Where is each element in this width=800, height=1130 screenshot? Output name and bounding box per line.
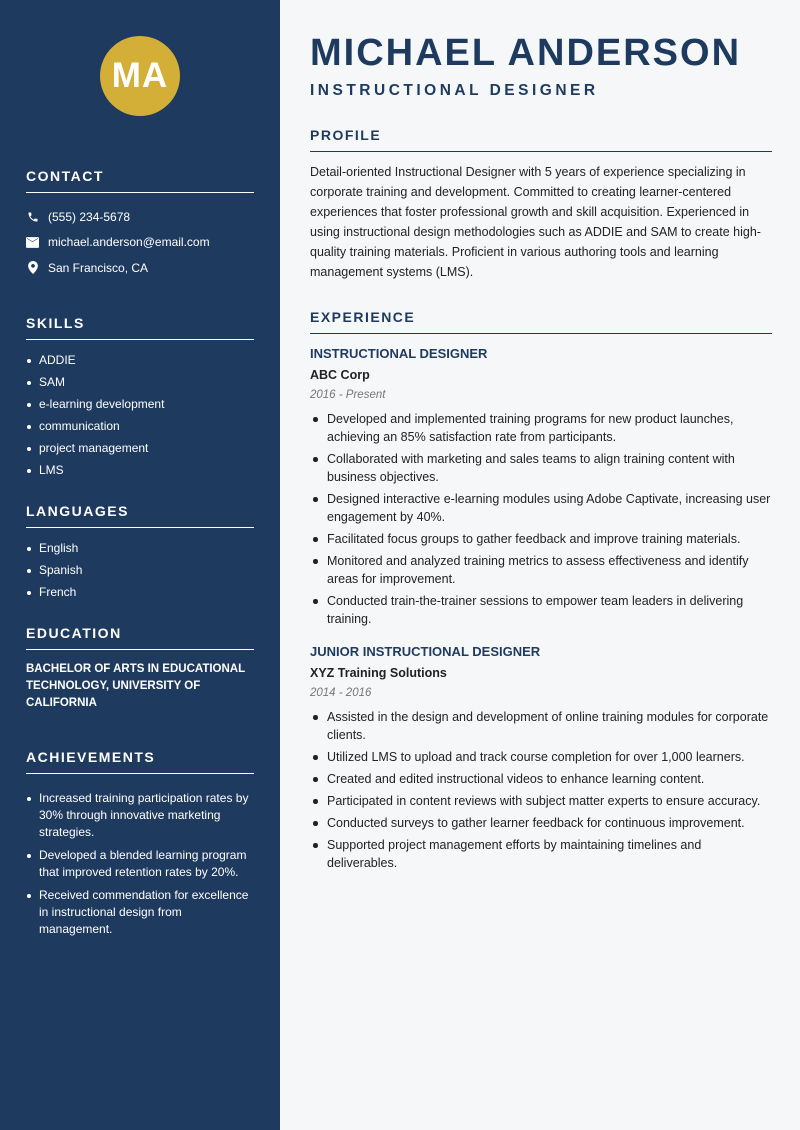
achievements-section [26, 749, 254, 938]
job-bullet: Created and edited instructional videos to enhance learning content. [310, 770, 772, 788]
email-icon [26, 236, 39, 249]
skill-item: project management [26, 440, 254, 457]
contact-email [26, 230, 254, 256]
job-company: ABC Corp [310, 368, 370, 382]
phone-icon [26, 210, 39, 223]
achievement-item: Developed a blended learning program that improved retention rates by 20%. [26, 847, 254, 881]
skill-item: ADDIE [26, 352, 254, 369]
contact-location [26, 255, 254, 281]
education-heading: EDUCATION [26, 625, 254, 650]
contact-phone [26, 204, 254, 230]
profile-text: Detail-oriented Instructional Designer with 5 years of experience specializing in corporate training and development. Committed to creating learner-centered experiences that foster professional growth and skill acquisition. Experienced in using instructional design methodologies such as ADDIE and SAM to create high-quality training materials. Proficient in various authoring tools and learning management systems (LMS). [310, 165, 761, 279]
job-bullet: Designed interactive e-learning modules using Adobe Captivate, increasing user engagement by 40%. [310, 490, 772, 526]
job-bullet: Conducted surveys to gather learner feedback for continuous improvement. [310, 814, 772, 832]
skills-heading: SKILLS [26, 315, 254, 340]
language-item: Spanish [26, 562, 254, 579]
job-bullet: Collaborated with marketing and sales teams to align training content with business objectives. [310, 450, 772, 486]
skill-item: e-learning development [26, 396, 254, 413]
location-pin-icon [26, 261, 39, 274]
skills-section [26, 315, 254, 479]
job-bullet: Participated in content reviews with subject matter experts to ensure accuracy. [310, 792, 772, 810]
job-entry [310, 346, 772, 628]
achievements-heading: ACHIEVEMENTS [26, 749, 254, 774]
skill-item: LMS [26, 462, 254, 479]
job-bullet: Monitored and analyzed training metrics to assess effectiveness and identify areas for improvement. [310, 552, 772, 588]
sidebar [0, 0, 280, 1130]
languages-heading: LANGUAGES [26, 503, 254, 528]
achievement-item: Increased training participation rates by 30% through innovative marketing strategies. [26, 790, 254, 841]
language-item: French [26, 584, 254, 601]
achievement-item: Received commendation for excellence in instructional design from management. [26, 887, 254, 938]
job-dates: 2016 - Present [310, 389, 386, 401]
email-text: michael.anderson@email.com [48, 235, 210, 250]
avatar: MA [100, 36, 180, 116]
languages-section [26, 503, 254, 601]
job-company: XYZ Training Solutions [310, 666, 447, 680]
profile-section [310, 127, 772, 282]
job-bullet: Supported project management efforts by maintaining timelines and deliverables. [310, 836, 772, 872]
job-dates: 2014 - 2016 [310, 687, 372, 699]
experience-section [310, 309, 772, 872]
contact-heading: CONTACT [26, 168, 254, 193]
language-item: English [26, 540, 254, 557]
job-entry [310, 644, 772, 872]
job-bullet: Developed and implemented training programs for new product launches, achieving an 85% satisfaction rate from participants. [310, 410, 772, 446]
education-degree: BACHELOR OF ARTS IN EDUCATIONAL TECHNOLOGY, UNIVERSITY OF CALIFORNIA [26, 662, 245, 709]
job-role: JUNIOR INSTRUCTIONAL DESIGNER [310, 644, 541, 659]
experience-heading: EXPERIENCE [310, 309, 772, 334]
main-content [310, 0, 772, 876]
skill-item: SAM [26, 374, 254, 391]
education-section [26, 625, 254, 712]
phone-text: (555) 234-5678 [48, 209, 131, 224]
candidate-title: INSTRUCTIONAL DESIGNER [310, 82, 599, 99]
candidate-name: MICHAEL ANDERSON [310, 32, 742, 74]
profile-heading: PROFILE [310, 127, 772, 152]
job-bullet: Utilized LMS to upload and track course completion for over 1,000 learners. [310, 748, 772, 766]
skill-item: communication [26, 418, 254, 435]
job-bullet: Facilitated focus groups to gather feedback and improve training materials. [310, 530, 772, 548]
location-text: San Francisco, CA [48, 260, 149, 275]
job-bullet: Assisted in the design and development of online training modules for corporate clients. [310, 708, 772, 744]
contact-section [26, 168, 254, 281]
job-role: INSTRUCTIONAL DESIGNER [310, 346, 488, 361]
job-bullet: Conducted train-the-trainer sessions to empower team leaders in delivering training. [310, 592, 772, 628]
